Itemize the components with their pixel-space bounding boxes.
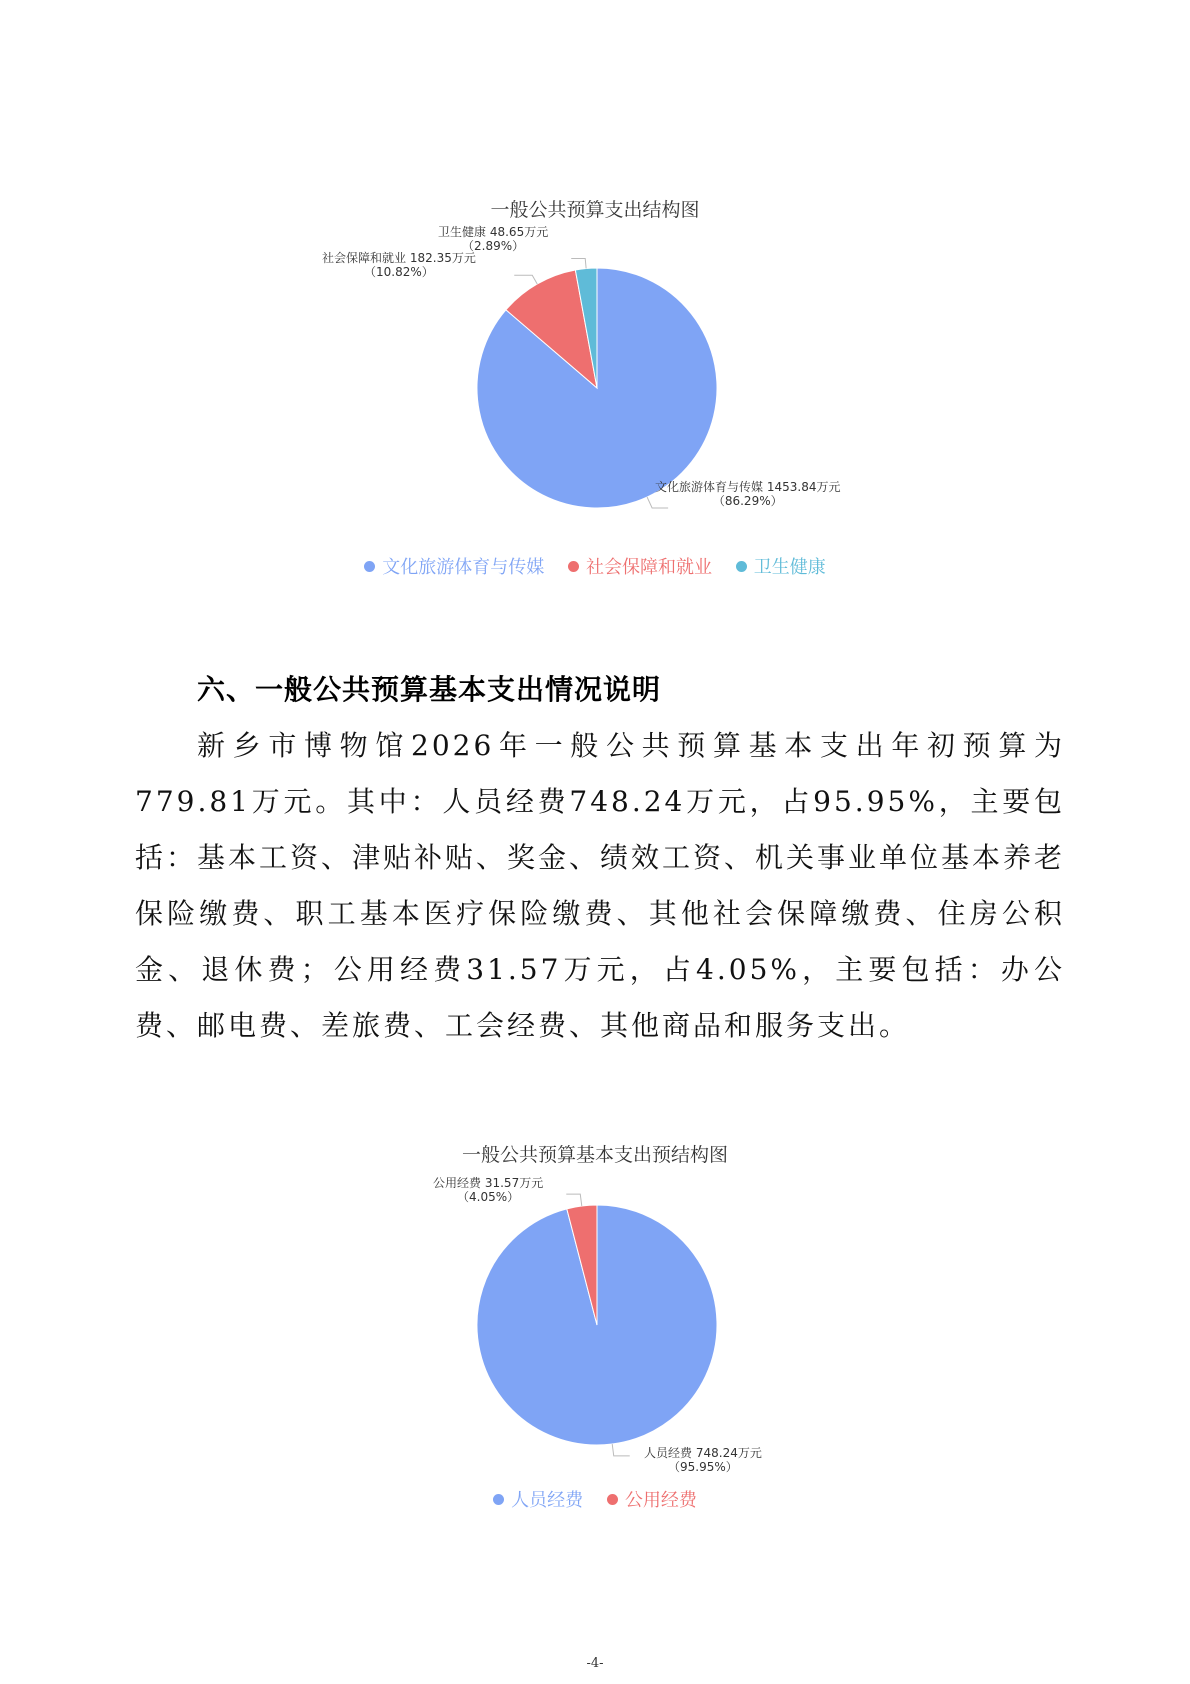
legend-item-culture[interactable]: 文化旅游体育与传媒 [364, 553, 544, 579]
leader-line-1 [514, 275, 537, 284]
chart-legend [0, 1486, 1190, 1512]
legend-item-personnel[interactable]: 人员经费 [493, 1486, 583, 1512]
chart-title: 一般公共预算基本支出预结构图 [461, 1144, 728, 1166]
section-body-paragraph: 新乡市博物馆2026年一般公共预算基本支出年初预算为779.81万元。其中：人员经费748.24万元，占95.95%，主要包括：基本工资、津贴补贴、奖金、绩效工资、机关事业单位基本养老保险缴费、职工基本医疗保险缴费、其他社会保障缴费、住房公积金、退休费；公用经费31.57万元，占4.05%，主要包括：办公费、邮电费、差旅费、工会经费、其他商品和服务支出。 [135, 729, 1066, 1042]
legend-dot-icon [607, 1494, 618, 1505]
slice-label-social-security: 社会保障和就业 182.35万元 （10.82%） [322, 251, 476, 279]
legend-item-public[interactable]: 公用经费 [607, 1486, 697, 1512]
legend-dot-icon [736, 561, 747, 572]
slice-label-public: 公用经费 31.57万元 （4.05%） [433, 1176, 544, 1204]
leader-line-1 [566, 1194, 582, 1206]
slice-label-health: 卫生健康 48.65万元 （2.89%） [438, 225, 549, 253]
legend-dot-icon [568, 561, 579, 572]
chart-title: 一般公共预算支出结构图 [490, 199, 700, 221]
chart-legend [0, 553, 1190, 579]
legend-dot-icon [493, 1494, 504, 1505]
pie-chart-svg [0, 195, 1190, 595]
pie-chart-svg [0, 1140, 1190, 1520]
leader-line-0 [612, 1444, 630, 1456]
leader-line-2 [571, 259, 586, 269]
section-heading: 六、一般公共预算基本支出情况说明 [197, 673, 662, 706]
legend-item-health[interactable]: 卫生健康 [736, 553, 826, 579]
basic-expenditure-structure-chart [0, 1140, 1190, 1520]
page-number: -4- [586, 1656, 604, 1671]
legend-item-social-security[interactable]: 社会保障和就业 [568, 553, 712, 579]
slice-label-culture: 文化旅游体育与传媒 1453.84万元 （86.29%） [655, 480, 841, 508]
expenditure-structure-chart [0, 195, 1190, 595]
legend-dot-icon [364, 561, 375, 572]
slice-label-personnel: 人员经费 748.24万元 （95.95%） [644, 1446, 762, 1474]
